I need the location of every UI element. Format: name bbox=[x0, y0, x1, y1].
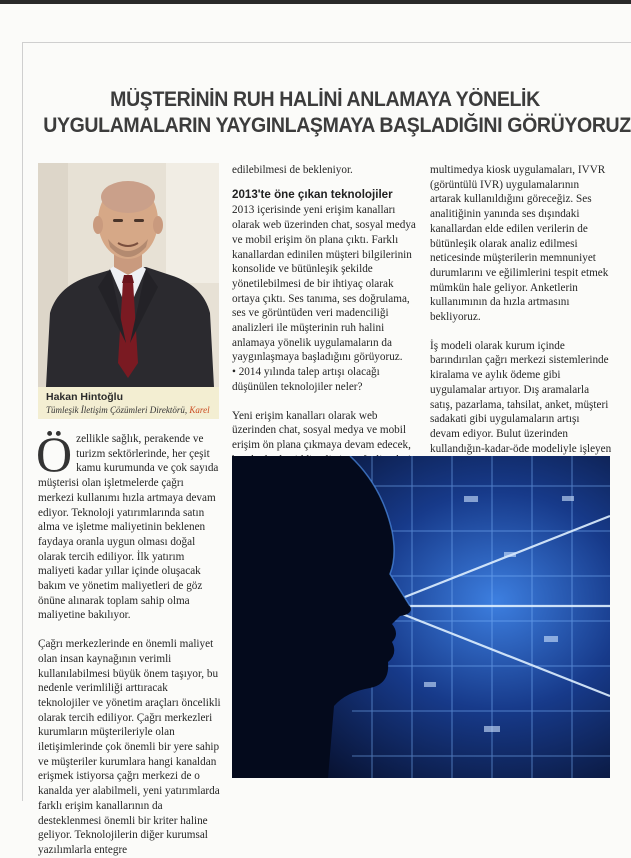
right-paragraph-1: multimedya kiosk uygulamaları, IVVR (görüntülü IVR) uygulamalarının artarak kullanıldığını göreceğiz. Ses analitiğinin yanında ses dışındaki kanallardan elde edilen verilerin de bütünleşik olarak analiz edilmesi neticesinde müşterilerin memnuniyet durumlarını ve eğilimlerini tespit etmek mümkün hale geliyor. Anketlerin kullanımının da hızla artmasını bekliyoruz. bbox=[430, 164, 609, 324]
caption-title bbox=[46, 405, 210, 415]
digital-head-graphic bbox=[232, 456, 610, 778]
headline-line-2: UYGULAMALARIN YAYGINLAŞMAYA BAŞLADIĞINI GÖRÜYORUZ bbox=[43, 114, 631, 137]
middle-paragraph-0: edilebilmesi de bekleniyor. bbox=[232, 164, 353, 176]
drop-cap: Ö bbox=[36, 426, 73, 482]
tech-illustration bbox=[232, 456, 610, 778]
portrait-illustration bbox=[38, 163, 219, 387]
intro-line-1: zellikle sağlık, perakende ve bbox=[76, 433, 204, 445]
headline-line-1: MÜŞTERİNİN RUH HALİNİ ANLAMAYA YÖNELİK bbox=[110, 88, 540, 111]
middle-bullet: • 2014 yılında talep artışı olacağı düşünülen teknolojiler neler? bbox=[232, 366, 380, 393]
intro-line-3: kamu kurumunda ve çok sayıda bbox=[76, 462, 219, 475]
middle-paragraph-2: Yeni erişim kanalları olarak web üzerinden chat, sosyal medya ve mobil erişim ön plana çıkmaya devam edecek, bbox=[232, 409, 411, 451]
caption-brand: Karel bbox=[189, 405, 210, 415]
middle-subheading: 2013'te öne çıkan teknolojiler bbox=[232, 187, 393, 201]
caption-title-text: Tümleşik İletişim Çözümleri Direktörü, bbox=[46, 405, 188, 415]
middle-paragraph-1: 2013 içerisinde yeni erişim kanalları olarak web üzerinden chat, sosyal medya ve mobil erişim ön plana çıktı. Farklı kanallardan edinilen müşteri bilgilerinin konsolide ve bütünleşik şekilde yönetilebilmesi de bir ihtiyaç olarak ortaya çıktı. Ses tanıma, ses doğrulama, ses ve görüntüden veri madenciliği analizleri ile müşterinin ruh halini anlamaya yönelik uygulamaların da yaygınlaşmaya başladığını görüyoruz. bbox=[232, 204, 416, 364]
middle-column bbox=[232, 163, 420, 482]
intro-line-2: turizm sektörlerinde, her çeşit bbox=[76, 447, 210, 460]
portrait-photo bbox=[38, 163, 219, 387]
left-column bbox=[36, 426, 221, 858]
left-paragraph-2: Çağrı merkezlerinde en önemli maliyet olan insan kaynağının verimli kullanılabilmesi büyük önem taşıyor, bu nedenle verimliliği arttıracak teknolojiler ve yönetim araçları öncelikli olarak tercih ediliyor. Çağrı merkezleri kurumların müşterileriyle olan iletişimlerinde çok önemli bir yere sahip ve müşteriler kurumlara hangi kanaldan erişmek istiyorsa çağrı merkezi de o kanalda yer alabilmeli, yeni yatırımlarda farklı erişim kanallarının da desteklenmesi önemli bir kriter haline geliyor. Teknolojilerin diğer kurumsal yazılımlarla entegre bbox=[38, 638, 221, 856]
photo-caption bbox=[38, 387, 219, 419]
left-paragraph-1: müşterisi olan işletmelerde çağrı merkezi kullanımı hızla artmaya devam ediyor. Teknoloji yatırımlarında satın alma ve işletme maliyetinin beklenen faydaya oranla uygun olması doğal olarak tercih ediliyor. İlk yatırım maliyeti kadar yıllar içinde oluşacak bakım ve yönetim maliyetleri de göz önüne alınarak toplam sahip olma maliyetine bakılıyor. bbox=[38, 477, 216, 622]
top-rule bbox=[0, 0, 631, 4]
caption-name: Hakan Hintoğlu bbox=[46, 391, 124, 403]
right-column bbox=[430, 163, 612, 500]
right-paragraph-2: İş modeli olarak kurum içinde barındırılan çağrı merkezi sistemlerinde kiralama ve aylık ödeme gibi uygulamalar artıyor. Dış aramalarla satış, pazarlama, tahsilat, anket, müşteri sadakati gibi uygulamaların artışı devam ediyor. Bulut üzerinden kullandığın-kadar-öde modeliyle işleyen bbox=[430, 339, 612, 455]
